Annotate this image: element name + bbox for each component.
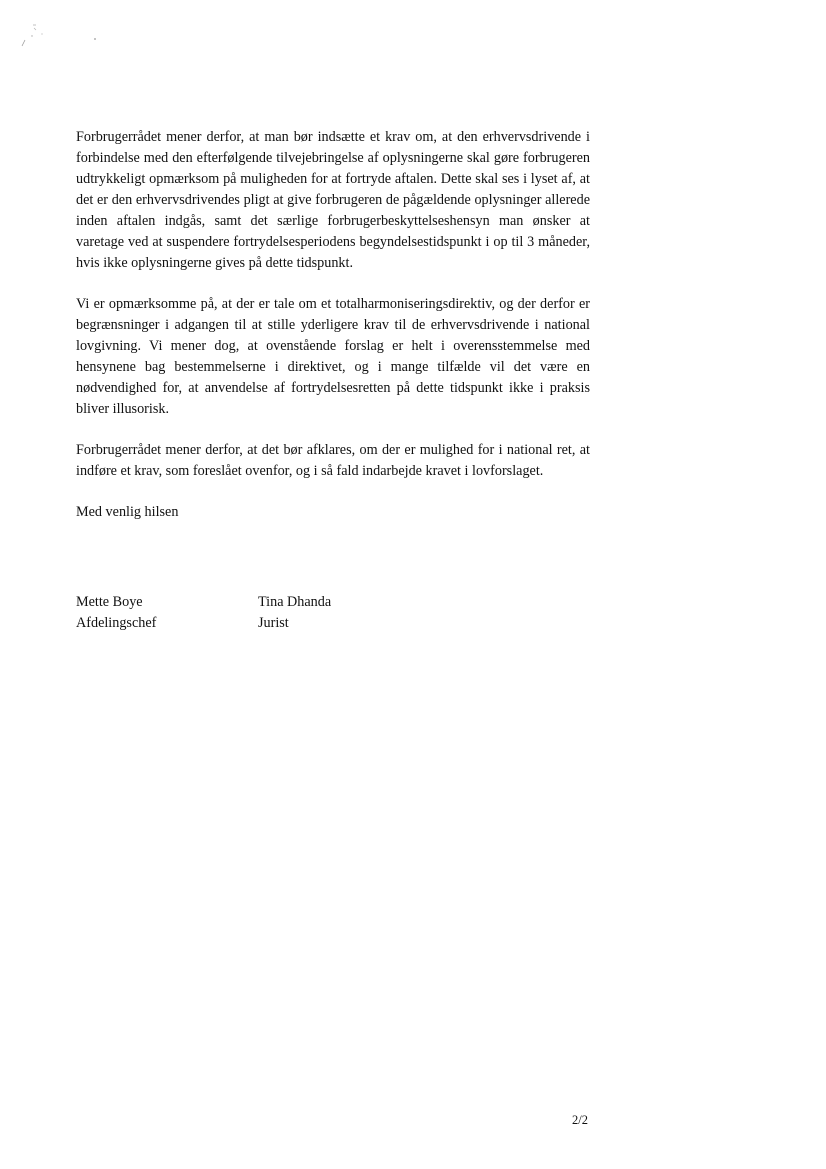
signatory-name: Tina Dhanda: [258, 594, 332, 610]
page-number: 2/2: [572, 1113, 588, 1127]
signatory-1: [76, 592, 156, 634]
signatory-2: [258, 592, 331, 634]
paragraph-3: Forbrugerrådet mener derfor, at det bør afklares, om der er mulighed for i national ret, at indføre et krav, som foreslået ovenfor, og i så fald indarbejde kravet i lovforslaget.: [76, 442, 590, 479]
paragraph-2: Vi er opmærksomme på, at der er tale om et totalharmoniseringsdirektiv, og der derfor er begrænsninger i adgangen til at stille yderligere krav til de erhvervsdrivende i national lovgivning. Vi mener dog, at ovenstående forslag er helt i overensstemmelse med hensynene bag bestemmelserne i direktivet, og i mange tilfælde vil det være en nødvendighed for, at anvendelse af fortrydelsesretten på dette tidspunkt ikke i praksis bliver illusorisk.: [76, 296, 590, 417]
signatory-name: Mette Boye: [76, 594, 143, 610]
letter-body: [76, 127, 590, 523]
paragraph-1: Forbrugerrådet mener derfor, at man bør indsætte et krav om, at den erhvervsdrivende i forbindelse med den efterfølgende tilvejebringelse af oplysningerne skal gøre forbrugeren udtrykkeligt opmærksom på muligheden for at fortryde aftalen. Dette skal ses i lyset af, at det er den erhvervsdrivendes pligt at give forbrugeren de pågældende oplysninger allerede inden aftalen indgås, samt det særlige forbrugerbeskyttelseshensyn man ønsker at varetage ved at suspendere fortrydelsesperiodens begyndelsestidspunkt i op til 3 måneder, hvis ikke oplysningerne gives på dette tidspunkt.: [76, 129, 590, 271]
closing-salutation: Med venlig hilsen: [76, 504, 179, 520]
signatory-title: Jurist: [258, 615, 289, 631]
scan-artifact-icon: [18, 18, 108, 52]
signatory-title: Afdelingschef: [76, 615, 157, 631]
